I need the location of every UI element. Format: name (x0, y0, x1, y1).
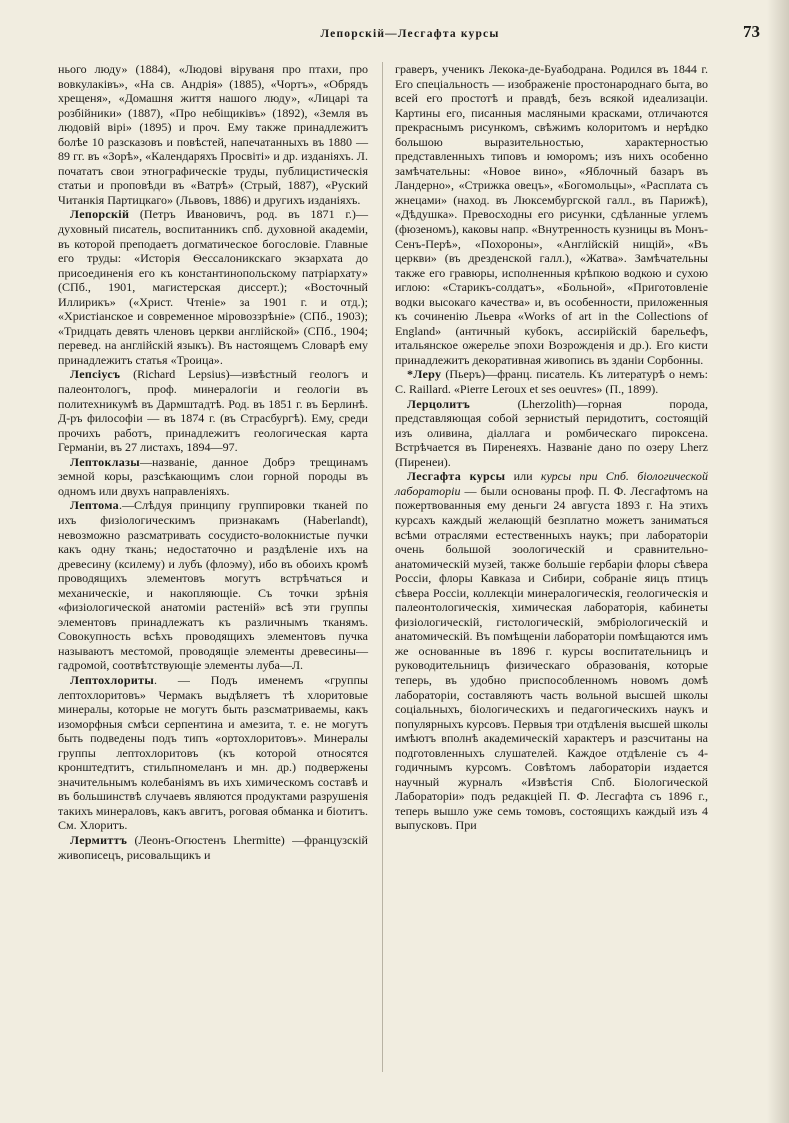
entry-text: — были основаны проф. П. Ф. Лесгафтомъ на пожертвованныя ему деньги 24 августа 1893 г. На этихъ курсахъ каждый желающій безплатно можетъ заниматься всѣми отраслями естественныхъ наукъ; при лабораторіи очень большой зоологическій и сравнительно-анатомическій музей, также большіе гербаріи флоры сѣвера Россіи, флоры Кавказа и Сибири, собраніе яицъ птицъ сѣвера Россіи, коллекціи минералогическія, геологическія и палеонтологическія, химическая лабораторія, кабинеты физіологическій, гистологическій, эмбріологическій и анатомическій. Въ помѣщеніи лабораторіи помѣщаются имъ же основанные въ 1896 г. курсы воспитательницъ и руководительницъ физическаго образованія, которые теперь, въ удобно приспособленномъ новомъ домѣ лабораторіи, составляютъ часть вольной высшей школы соціальныхъ, біологическихъ и педагогическихъ наукъ и популярныхъ курсовъ. Первыя три отдѣленія высшей школы имѣютъ вполнѣ академическій характеръ и разсчитаны на подготовленныхъ слушателей. Каждое отдѣленіе съ 4-годичнымъ курсомъ. Совѣтомъ лабораторіи издается научный журналъ «Извѣстія Спб. Біологической Лабораторіи» подъ редакціей П. Ф. Лесгафта съ 1896 г., теперь вышло уже семь томовъ, состоящихъ каждый изъ 4 выпусковъ. При (395, 483, 708, 833)
entry-text: (Петръ Ивановичъ, род. въ 1871 г.)—духовный писатель, воспитанникъ спб. духовной академіи, въ которой преподаетъ догматическое богословіе. Главные его труды: «Исторія Ѳессалоникскаго экзархата до присоединенія его къ константинопольскому патріархату» (СПб., 1901, магистерская диссерт.); «Восточный Иллирикъ» («Христ. Чтеніе» за 1901 г. и отд.); «Христіанское и современное міровоззрѣніе» (СПб., 1903); «Тридцать девять членовъ церкви англійской» (СПб., 1904; перевед. на англійскій языкъ). Въ настоящемъ Словарѣ ему принадлежитъ статья «Троица». (58, 207, 368, 367)
entry-lepsius (58, 367, 368, 454)
column-divider (382, 62, 383, 1072)
entry-leptoklazy (58, 455, 368, 499)
page-header (60, 22, 760, 62)
entry-headword: Лепорскій (70, 207, 130, 222)
scan-edge-shadow (767, 0, 789, 1123)
entry-text: (Леонъ-Огюстенъ Lhermitte) —французскій живописецъ, рисовальщикъ и (58, 832, 368, 862)
entry-lermitt (58, 833, 368, 862)
entry-headword: *Леру (407, 367, 442, 382)
continued-text: нього люду» (1884), «Людові віруваня про птахи, про вовкулаківъ», «На св. Андрія» (1885), «Чортъ», «Обрядъ хрещеня», «Домашня життя нашого люду», «Лицарі та розбійники» (1887), «Про небіщиківъ» (1892), «Земля въ людовій вірі» (1895) и проч. Ему также принадлежитъ болѣе 10 разсказовъ и повѣстей, напечатанныхъ въ 1880 — 89 гг. въ «Зорѣ», «Календаряхъ Просвіті» и др. изданіяхъ. Л. почататъ свои этнографическіе труды, публицистическія статьи и проповѣди въ «Ватрѣ» (Стрый, 1887), «Руский Читанкія Партицкаго» (Львовъ, 1886) и другихъ изданіяхъ. (58, 62, 368, 207)
entry-text: (Richard Lepsius)—извѣстный геологъ и палеонтологъ, проф. минералогіи и геологіи въ политехникумѣ въ Дармштадтѣ. Род. въ 1851 г. въ Берлинѣ. Д-ръ философіи — въ 1874 г. (въ Страсбургѣ). Ему, среди прочихъ работъ, принадлежитъ геологическая карта Германіи, въ 27 листахъ, 1894—97. (58, 367, 368, 455)
running-head: Лепорскій—Лесгафта курсы (320, 28, 500, 40)
entry-lesgafta-kursy (395, 469, 708, 833)
entry-leptokhlority (58, 673, 368, 833)
entry-headword: Лерцолитъ (407, 396, 471, 411)
entry-lertsolit (395, 397, 708, 470)
entry-headword: Лепсіусъ (70, 367, 121, 382)
entry-text: . — Подъ именемъ «группы лептохлоритовъ» Чермакъ выдѣляетъ тѣ хлоритовые минералы, которые не могутъ быть разсматриваемы, какъ изоморфныя смѣси серпентина и амезита, т. е. не могутъ быть подведены подъ типъ «ортохлоритовъ». Минералы группы лептохлоритовъ (къ которой относятся кронштедтитъ, стильпномеланъ и мн. др.) подвержены значительнымъ колебаніямъ въ ихъ химическомъ составѣ и въ большинствѣ случаевъ являются продуктами разрушенія такихъ минераловъ, какъ авгитъ, роговая обманка и біотитъ. См. Хлоритъ. (58, 672, 368, 833)
entry-text: (Пьеръ)—франц. писатель. Къ литературѣ о немъ: C. Raillard. «Pierre Leroux et ses oeuvres» (П., 1899). (395, 367, 708, 397)
entry-text: —названіе, данное Добрэ трещинамъ земной коры, разсѣкающимъ слои горной породы въ одномъ или двухъ направленіяхъ. (58, 454, 368, 498)
entry-headword: Лермиттъ (70, 832, 128, 847)
page-number: 73 (743, 22, 760, 41)
entry-alt-name: курсы при Спб. біологической лабораторіи (395, 469, 708, 498)
entry-leru (395, 367, 708, 396)
entry-headword: Лесгафта курсы (407, 469, 506, 484)
entry-text: или (505, 469, 541, 484)
entry-headword: Лептома (70, 498, 119, 513)
entry-headword: Лептохлориты (70, 672, 155, 687)
entry-text: (Lherzolith)—горная порода, представляющая собой зернистый перидотитъ, состоящій изъ оливина, діаллага и ромбическаго пироксена. Встрѣчается въ Пиренеяхъ. Названіе дано по озеру Lherz (Пиренеи). (395, 396, 708, 469)
entry-leporsky (58, 207, 368, 367)
right-column (395, 62, 708, 833)
entry-text: .—Слѣдуя принципу группировки тканей по ихъ физіологическимъ признакамъ (Haberlandt), невозможно разсматривать сосудисто-волокнистые пучки какъ одну ткань; недостаточно и раздѣленіе ихъ на древесину (ксилему) и лубъ (флоэму), ибо въ обоихъ кромѣ проводящихъ элементовъ могутъ встрѣчаться и механическіе, и накопляющіе. Съ точки зрѣнія «физіологической анатоміи растеній» всѣ эти группы элементовъ принадлежатъ къ различнымъ тканямъ. Совокупность всѣхъ проводящихъ элементовъ пучка называютъ местомой, проводящіе элементы древесины—гадромой, соотвѣтствующіе элементы луба—Л. (58, 498, 368, 673)
entry-headword: Лептоклазы (70, 454, 140, 469)
left-column (58, 62, 368, 862)
entry-leptoma (58, 498, 368, 673)
continued-text: граверъ, ученикъ Лекока-де-Буабодрана. Родился въ 1844 г. Его спеціальность — изображеніе простонароднаго быта, во всей его простотѣ и правдѣ, безъ всякой идеализаціи. Картины его, писанныя масляными красками, отличаются прекраснымъ рисункомъ, свѣжимъ колоритомъ и нерѣдко большою выразительностью, характерностью представленныхъ типовъ и юморомъ; изъ нихъ особенно замѣчательны: «Новое вино», «Яблочный базаръ въ Ландерно», «Стрижка овецъ», «Богомольцы», «Расплата съ жнецами» (наход. въ Люксембургской галл., въ Парижѣ), «Дѣдушка». Превосходны его рисунки, сдѣланные углемъ (фюзеномъ), каковы напр. «Внутренность кузницы въ Монъ-Сенъ-Перѣ», «Похороны», «Англійскій нищій», «Въ церкви» (въ дрезденской галл.), «Жатва». Замѣчательны также его гравюры, исполненныя крѣпкою водкою и сухою иглою: «Старикъ-солдатъ», «Больной», «Приготовленіе водки высокаго качества» и, въ особенности, приложенныя къ сочиненію Льевра «Works of art in the Collections of England» (античный кубокъ, ассирійскій барельефъ, итальянское ожерелье эпохи Возрожденія и др.). Его кисти принадлежитъ декоративная живопись въ зданіи Сорбонны. (395, 62, 708, 367)
